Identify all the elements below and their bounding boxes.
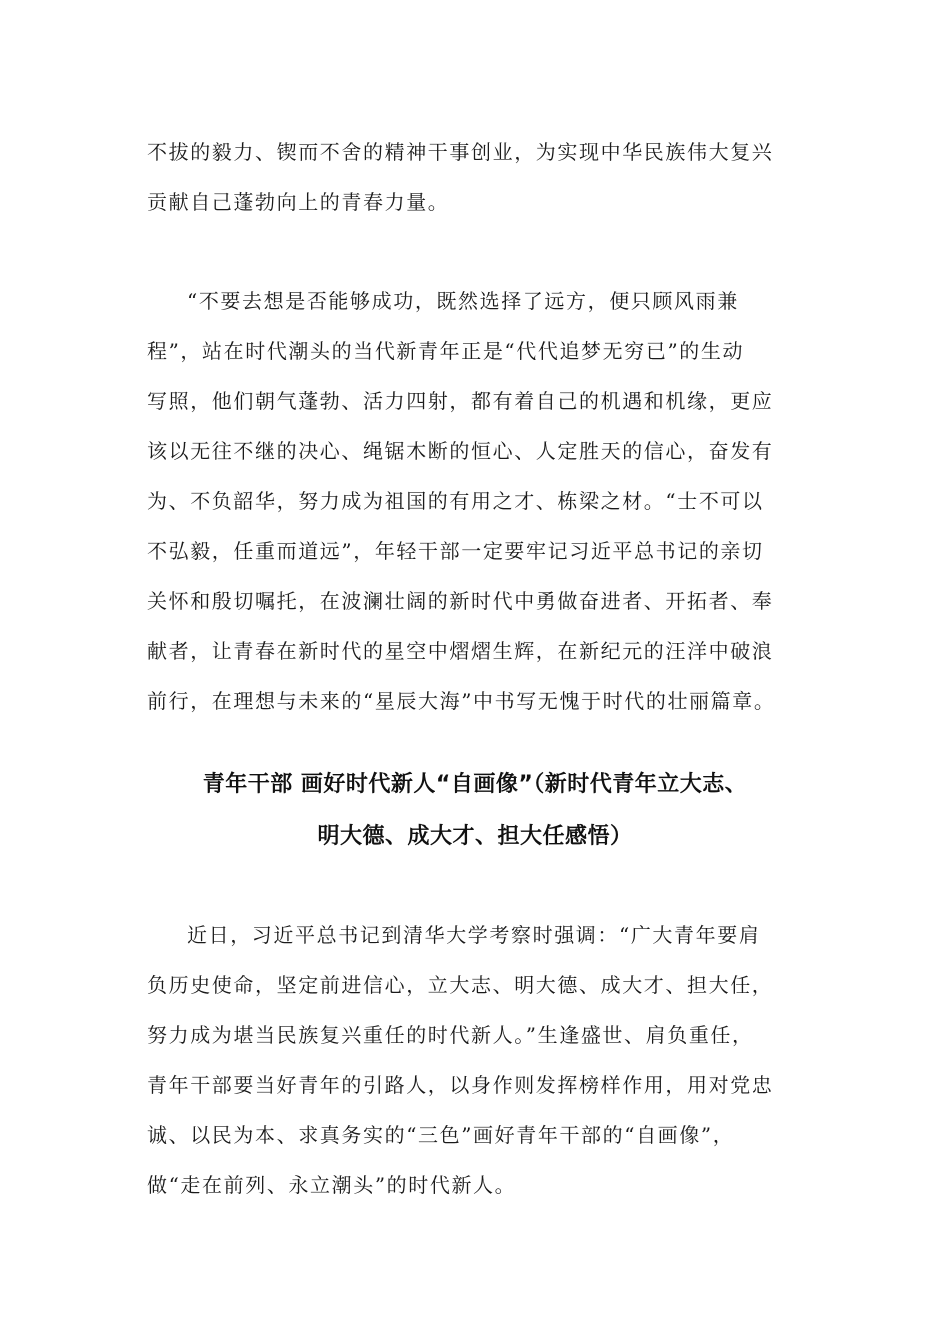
section-title-line: 明大德、成大才、担大任感悟） xyxy=(317,824,633,849)
text-line: 近日，习近平总书记到清华大学考察时强调：“广大青年要肩 xyxy=(187,923,761,947)
text-line: 不拔的毅力、锲而不舍的精神干事创业，为实现中华民族伟大复兴 xyxy=(147,140,774,164)
text-line: 不弘毅，任重而道远”，年轻干部一定要牢记习近平总书记的亲切 xyxy=(147,539,764,563)
text-line: 写照，他们朝气蓬勃、活力四射，都有着自己的机遇和机缘，更应 xyxy=(147,389,774,413)
text-line: “不要去想是否能够成功，既然选择了远方，便只顾风雨兼 xyxy=(187,289,739,313)
text-line: 做“走在前列、永立潮头”的时代新人。 xyxy=(147,1173,517,1197)
text-line: 程”，站在时代潮头的当代新青年正是“代代追梦无穷已”的生动 xyxy=(147,339,745,363)
text-line: 献者，让青春在新时代的星空中熠熠生辉，在新纪元的汪洋中破浪 xyxy=(147,639,774,663)
text-line: 青年干部要当好青年的引路人，以身作则发挥榜样作用，用对党忠 xyxy=(147,1073,774,1097)
text-line: 为、不负韶华，努力成为祖国的有用之才、栋梁之材。“士不可以 xyxy=(147,489,764,513)
section-title-line: 青年干部 画好时代新人“自画像”（新时代青年立大志、 xyxy=(202,772,748,797)
text-line: 贡献自己蓬勃向上的青春力量。 xyxy=(147,190,450,214)
text-line: 负历史使命，坚定前进信心，立大志、明大德、成大才、担大任， xyxy=(147,973,774,997)
text-line: 前行，在理想与未来的“星辰大海”中书写无愧于时代的壮丽篇章。 xyxy=(147,689,776,713)
text-line: 努力成为堪当民族复兴重任的时代新人。”生逢盛世、肩负重任， xyxy=(147,1023,754,1047)
text-line: 该以无往不继的决心、绳锯木断的恒心、人定胜天的信心，奋发有 xyxy=(147,439,774,463)
text-line: 诚、以民为本、求真务实的“三色”画好青年干部的“自画像”， xyxy=(147,1123,735,1147)
text-line: 关怀和殷切嘱托，在波澜壮阔的新时代中勇做奋进者、开拓者、奉 xyxy=(147,589,774,613)
